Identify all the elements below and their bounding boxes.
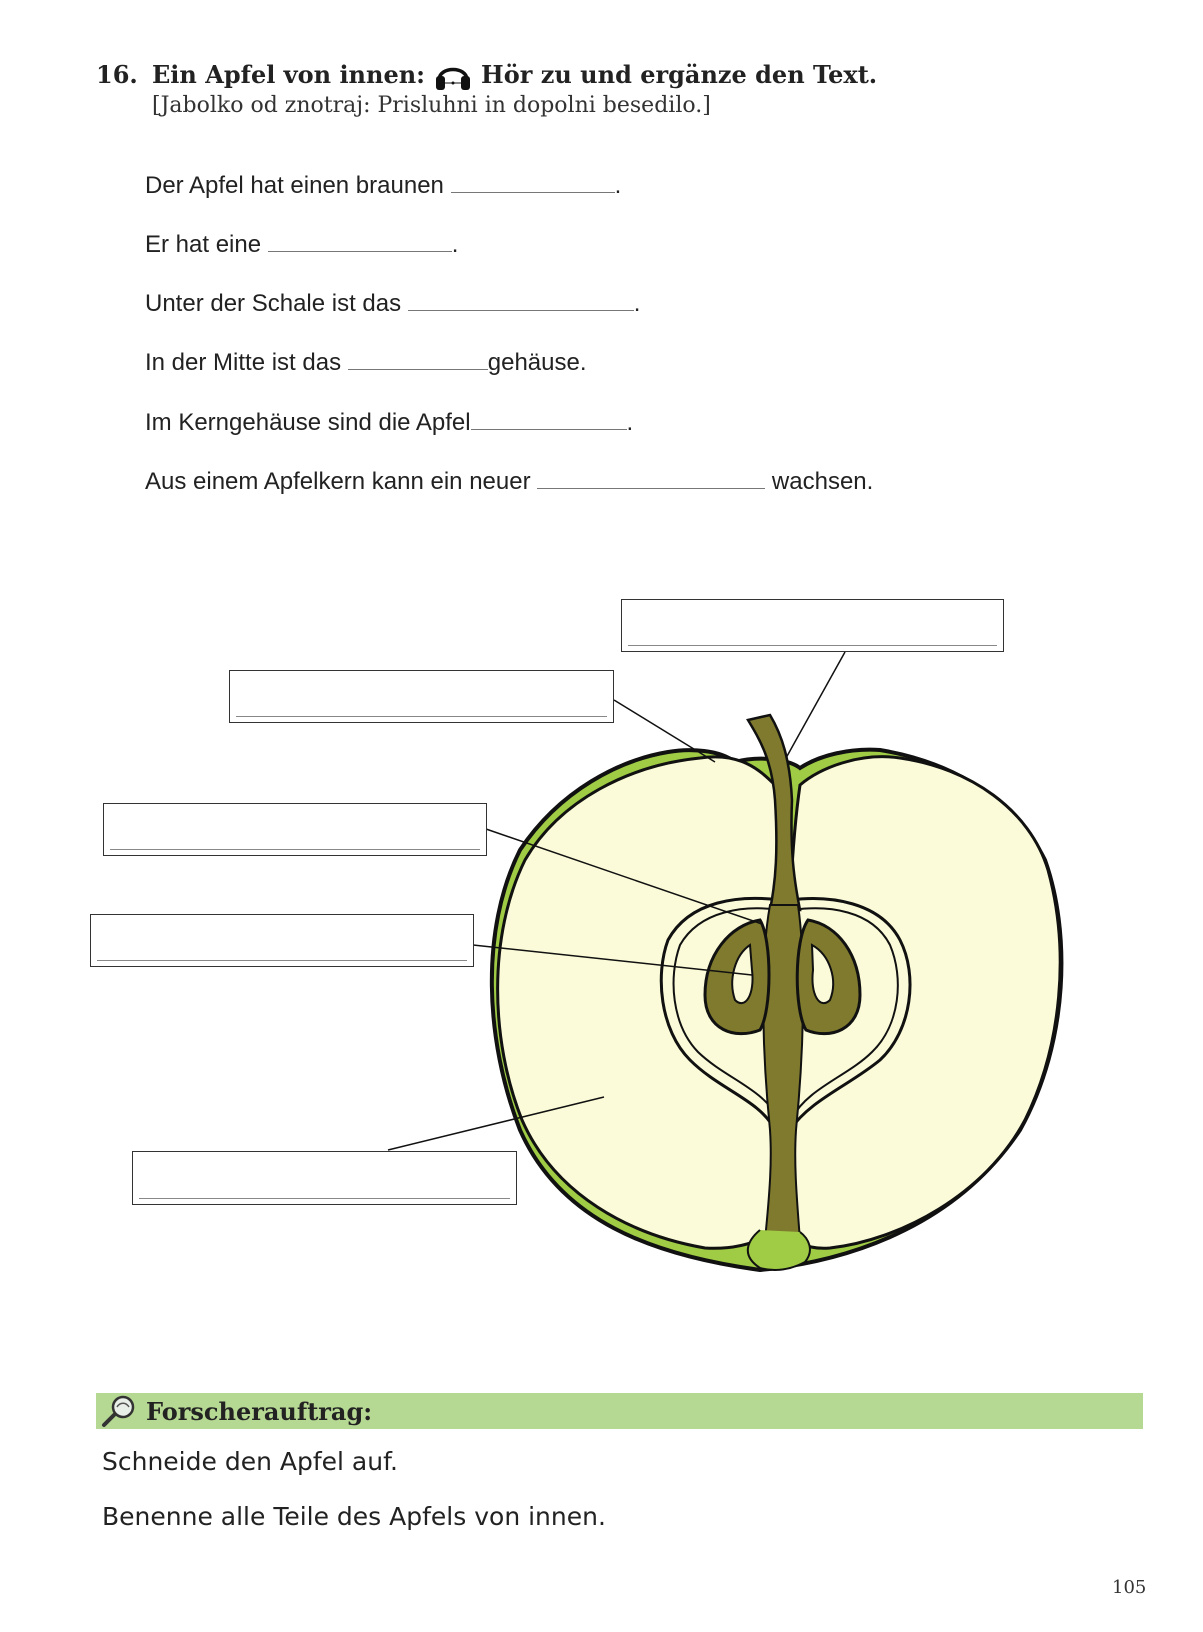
research-task-2: Benenne alle Teile des Apfels von innen. xyxy=(102,1502,606,1531)
magnifier-icon xyxy=(98,1393,138,1429)
task-title: Ein Apfel von innen: xyxy=(152,60,426,89)
pointer-line-stem xyxy=(786,652,845,758)
sentence-text: gehäuse. xyxy=(487,349,587,376)
blank-field[interactable] xyxy=(451,168,615,193)
label-box-core[interactable] xyxy=(103,803,487,856)
research-title: Forscherauftrag: xyxy=(146,1396,373,1426)
sentence-text: Unter der Schale ist das xyxy=(145,290,408,317)
blank-field[interactable] xyxy=(408,286,634,311)
research-bar xyxy=(96,1393,1143,1429)
label-box-flesh[interactable] xyxy=(132,1151,517,1205)
sentence-text: In der Mitte ist das xyxy=(145,349,348,376)
task-subtitle: [Jabolko od znotraj: Prisluhni in dopolni besedilo.] xyxy=(152,93,711,118)
sentence-4 xyxy=(145,345,587,377)
task-title-line xyxy=(96,58,1096,92)
blank-field[interactable] xyxy=(537,464,765,489)
sentence-text: Aus einem Apfelkern kann ein neuer xyxy=(145,468,538,495)
research-task-1: Schneide den Apfel auf. xyxy=(102,1447,399,1476)
sentence-1 xyxy=(145,168,621,200)
sentence-5 xyxy=(145,405,633,437)
sentence-text: Er hat eine xyxy=(145,231,268,258)
blank-field[interactable] xyxy=(471,405,627,430)
label-box-stem[interactable] xyxy=(621,599,1004,652)
task-header xyxy=(96,58,1096,120)
task-instruction: Hör zu und ergänze den Text. xyxy=(481,60,878,89)
sentence-3 xyxy=(145,286,640,318)
sentence-text: . xyxy=(614,172,622,199)
sentence-2 xyxy=(145,227,458,259)
page-number: 105 xyxy=(1112,1577,1147,1598)
sentence-text: . xyxy=(633,290,641,317)
label-box-seed[interactable] xyxy=(90,914,474,967)
sentence-6 xyxy=(145,464,873,496)
task-number: 16. xyxy=(96,60,138,89)
sentence-text: Im Kerngehäuse sind die Apfel xyxy=(145,409,471,436)
label-box-skin[interactable] xyxy=(229,670,614,723)
sentence-text: wachsen. xyxy=(765,468,874,495)
blank-field[interactable] xyxy=(348,345,488,370)
headphones-icon[interactable] xyxy=(433,58,473,92)
blank-field[interactable] xyxy=(268,227,452,252)
sentence-text: . xyxy=(451,231,459,258)
sentence-text: . xyxy=(626,409,634,436)
sentence-text: Der Apfel hat einen braunen xyxy=(145,172,451,199)
